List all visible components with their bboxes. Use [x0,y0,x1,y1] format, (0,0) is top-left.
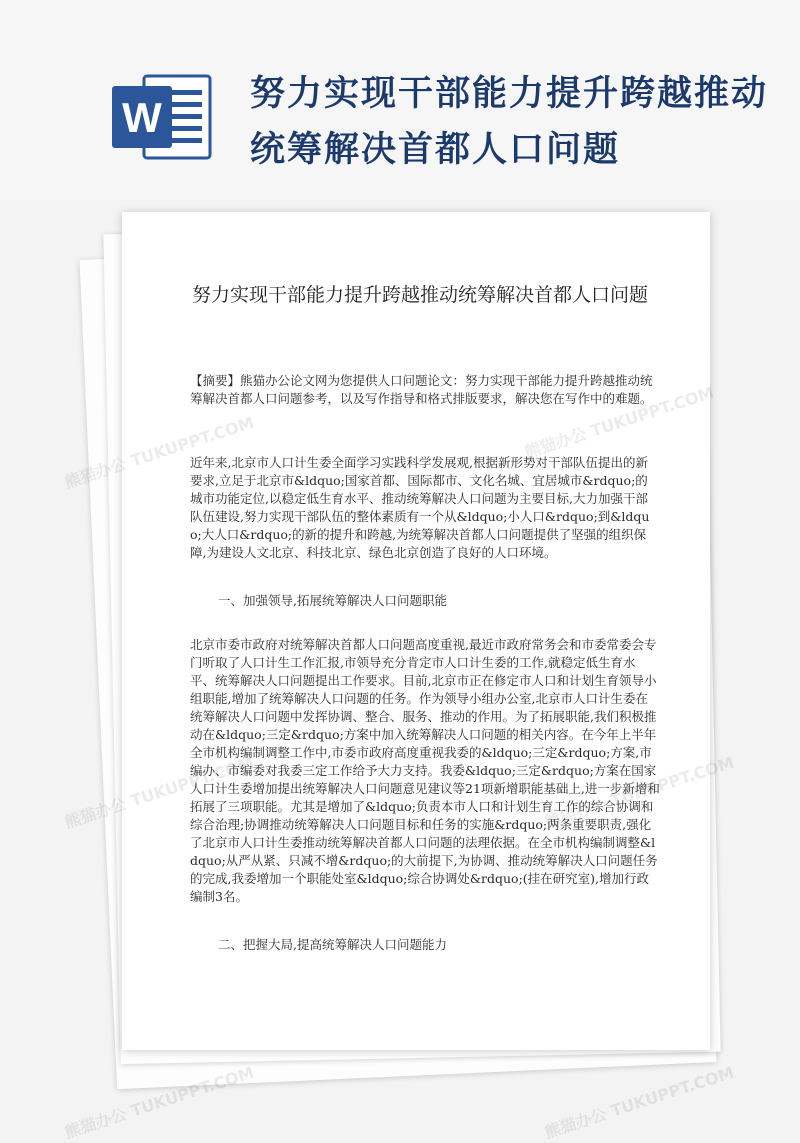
document-title: 努力实现干部能力提升跨越推动统筹解决首都人口问题 [192,284,649,306]
document-paragraph-2: 北京市委市政府对统筹解决首都人口问题高度重视,最近市政府常务会和市委常委会专门听取了人口计生工作汇报,市领导充分肯定市人口计生委的工作,就稳定低生育水平、统筹解决人口问题提出工作要求。目前,北京市正在修定市人口和计划生育领导小组职能,增加了统筹解决人口问题的任务。作为领导小组办公室,北京市人口计生委在统筹解决人口问题中发挥协调、整合、服务、推动的作用。为了拓展职能,我们积极推动在&ldquo;三定&rdquo;方案中加入统筹解决人口问题的相关内容。在今年上半年全市机构编制调整工作中,市委市政府高度重视我委的&ldquo;三定&rdquo;方案,市编办、市编委对我委三定工作给予大力支持。我委&ldquo;三定&rdquo;方案在国家人口计生委增加提出统筹解决人口问题意见建议等21项新增职能基础上,进一步新增和拓展了三项职能。尤其是增加了&ldquo;负责本市人口和计划生育工作的综合协调和综合治理;协调推动统筹解决人口问题目标和任务的实施&rdquo;两条重要职责,强化了北京市人口计生委推动统筹解决首都人口问题的法理依据。在全市机构编制调整&ldquo;从严从紧、只减不增&rdquo;的大前提下,为协调、推动统筹解决人口问题任务的完成,我委增加一个职能处室&ldquo;综合协调处&rdquo;(挂在研究室),增加行政编制3名。 [190,637,660,904]
watermark: 熊猫办公 [62,794,129,833]
banner-title: 努力实现干部能力提升跨越推动统筹解决首都人口问题 [250,74,769,170]
section-heading-1: 一、加强领导,拓展统筹解决人口问题职能 [218,593,447,608]
watermark: 熊猫办公 TUKUPPT.COM [62,1062,257,1143]
svg-text:W: W [122,94,162,141]
document-page [122,212,710,1050]
section-heading-2: 二、把握大局,提高统筹解决人口问题能力 [218,937,447,952]
watermark: 熊猫办公 TUKUPPT.COM [542,1062,737,1143]
word-document-icon [110,72,214,162]
banner [0,0,800,200]
document-paragraph-1: 近年来,北京市人口计生委全面学习实践科学发展观,根据新形势对干部队伍提出的新要求,立足于北京市&ldquo;国家首都、国际都市、文化名城、宜居城市&rdquo;的城市功能定位,以稳定低生育水平、推动统筹解决人口问题为主要目标,大力加强干部队伍建设,努力实现干部队伍的整体素质有一个从&ldquo;小人口&rdquo;到&ldquo;大人口&rdquo;的新的提升和跨越,为统筹解决首都人口问题提供了坚强的组织保障,为建设人文北京、科技北京、绿色北京创造了良好的人口环境。 [190,455,650,560]
document-abstract: 【摘要】熊猫办公论文网为您提供人口问题论文：努力实现干部能力提升跨越推动统筹解决首都人口问题参考，以及写作指导和格式排版要求，解决您在写作中的难题。 [190,373,653,406]
